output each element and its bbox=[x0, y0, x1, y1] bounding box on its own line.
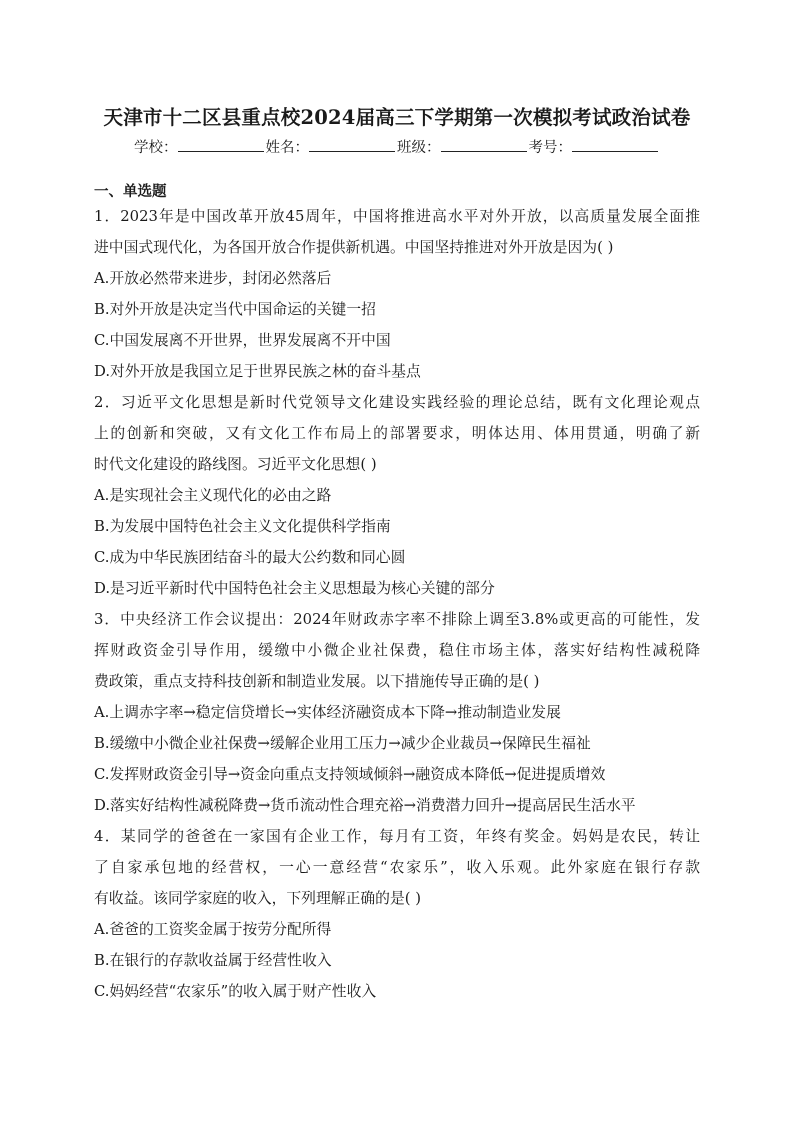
question-1-option-d[interactable]: D.对外开放是我国立足于世界民族之林的奋斗基点 bbox=[94, 363, 421, 380]
question-1-stem bbox=[94, 201, 700, 263]
question-4-option-b[interactable]: B.在银行的存款收益属于经营性收入 bbox=[94, 952, 332, 969]
question-stem-line: 2．习近平文化思想是新时代党领导文化建设实践经验的理论总结，既有文化理论观点 bbox=[94, 394, 700, 411]
question-2-option-b[interactable]: B.为发展中国特色社会主义文化提供科学指南 bbox=[94, 518, 391, 535]
question-stem-line: 4．某同学的爸爸在一家国有企业工作，每月有工资，年终有奖金。妈妈是农民，转让 bbox=[94, 828, 700, 845]
name-label: 姓名： bbox=[265, 140, 309, 156]
question-stem-line: 了自家承包地的经营权，一心一意经营“农家乐”，收入乐观。此外家庭在银行存款 bbox=[94, 859, 700, 876]
question-1-option-a[interactable]: A.开放必然带来进步，封闭必然落后 bbox=[94, 270, 332, 287]
school-blank[interactable] bbox=[178, 137, 264, 152]
question-3-option-a[interactable]: A.上调赤字率→稳定信贷增长→实体经济融资成本下降→推动制造业发展 bbox=[94, 704, 561, 721]
section-title: 一、单选题 bbox=[94, 183, 167, 200]
question-stem-line: 挥财政资金引导作用，缓缴中小微企业社保费，稳住市场主体，落实好结构性减税降 bbox=[94, 642, 700, 659]
exam-title: 天津市十二区县重点校2024届高三下学期第一次模拟考试政治试卷 bbox=[103, 106, 691, 129]
class-blank[interactable] bbox=[441, 137, 527, 152]
student-info-line bbox=[0, 136, 794, 157]
question-stem-line: 费政策，重点支持科技创新和制造业发展。以下措施传导正确的是( ) bbox=[94, 673, 540, 690]
question-list bbox=[94, 201, 700, 1007]
question-stem-line: 1．2023年是中国改革开放45周年，中国将推进高水平对外开放，以高质量发展全面推 bbox=[94, 208, 700, 225]
question-2-option-d[interactable]: D.是习近平新时代中国特色社会主义思想最为核心关键的部分 bbox=[94, 580, 495, 597]
question-stem-line: 上的创新和突破，又有文化工作布局上的部署要求，明体达用、体用贯通，明确了新 bbox=[94, 425, 700, 442]
question-3-option-d[interactable]: D.落实好结构性减税降费→货币流动性合理充裕→消费潜力回升→提高居民生活水平 bbox=[94, 797, 636, 814]
question-2-stem bbox=[94, 387, 700, 480]
class-label: 班级： bbox=[397, 140, 441, 156]
question-4-option-a[interactable]: A.爸爸的工资奖金属于按劳分配所得 bbox=[94, 921, 332, 938]
exam-number-label: 考号： bbox=[528, 140, 572, 156]
name-blank[interactable] bbox=[309, 137, 395, 152]
question-3-option-b[interactable]: B.缓缴中小微企业社保费→缓解企业用工压力→减少企业裁员→保障民生福祉 bbox=[94, 735, 591, 752]
question-2-option-c[interactable]: C.成为中华民族团结奋斗的最大公约数和同心圆 bbox=[94, 549, 406, 566]
question-stem-line: 时代文化建设的路线图。习近平文化思想( ) bbox=[94, 456, 377, 473]
question-4-option-c[interactable]: C.妈妈经营“农家乐”的收入属于财产性收入 bbox=[94, 983, 377, 1000]
exam-number-blank[interactable] bbox=[572, 137, 658, 152]
question-1-option-c[interactable]: C.中国发展离不开世界，世界发展离不开中国 bbox=[94, 332, 391, 349]
school-label: 学校： bbox=[134, 140, 178, 156]
question-stem-line: 进中国式现代化，为各国开放合作提供新机遇。中国坚持推进对外开放是因为( ) bbox=[94, 239, 614, 256]
question-1-option-b[interactable]: B.对外开放是决定当代中国命运的关键一招 bbox=[94, 301, 376, 318]
question-3-stem bbox=[94, 604, 700, 697]
question-3-option-c[interactable]: C.发挥财政资金引导→资金向重点支持领域倾斜→融资成本降低→促进提质增效 bbox=[94, 766, 606, 783]
question-4-stem bbox=[94, 821, 700, 914]
question-2-option-a[interactable]: A.是实现社会主义现代化的必由之路 bbox=[94, 487, 332, 504]
question-stem-line: 有收益。该同学家庭的收入，下列理解正确的是( ) bbox=[94, 890, 421, 907]
question-stem-line: 3．中央经济工作会议提出：2024年财政赤字率不排除上调至3.8%或更高的可能性，发 bbox=[94, 611, 700, 628]
